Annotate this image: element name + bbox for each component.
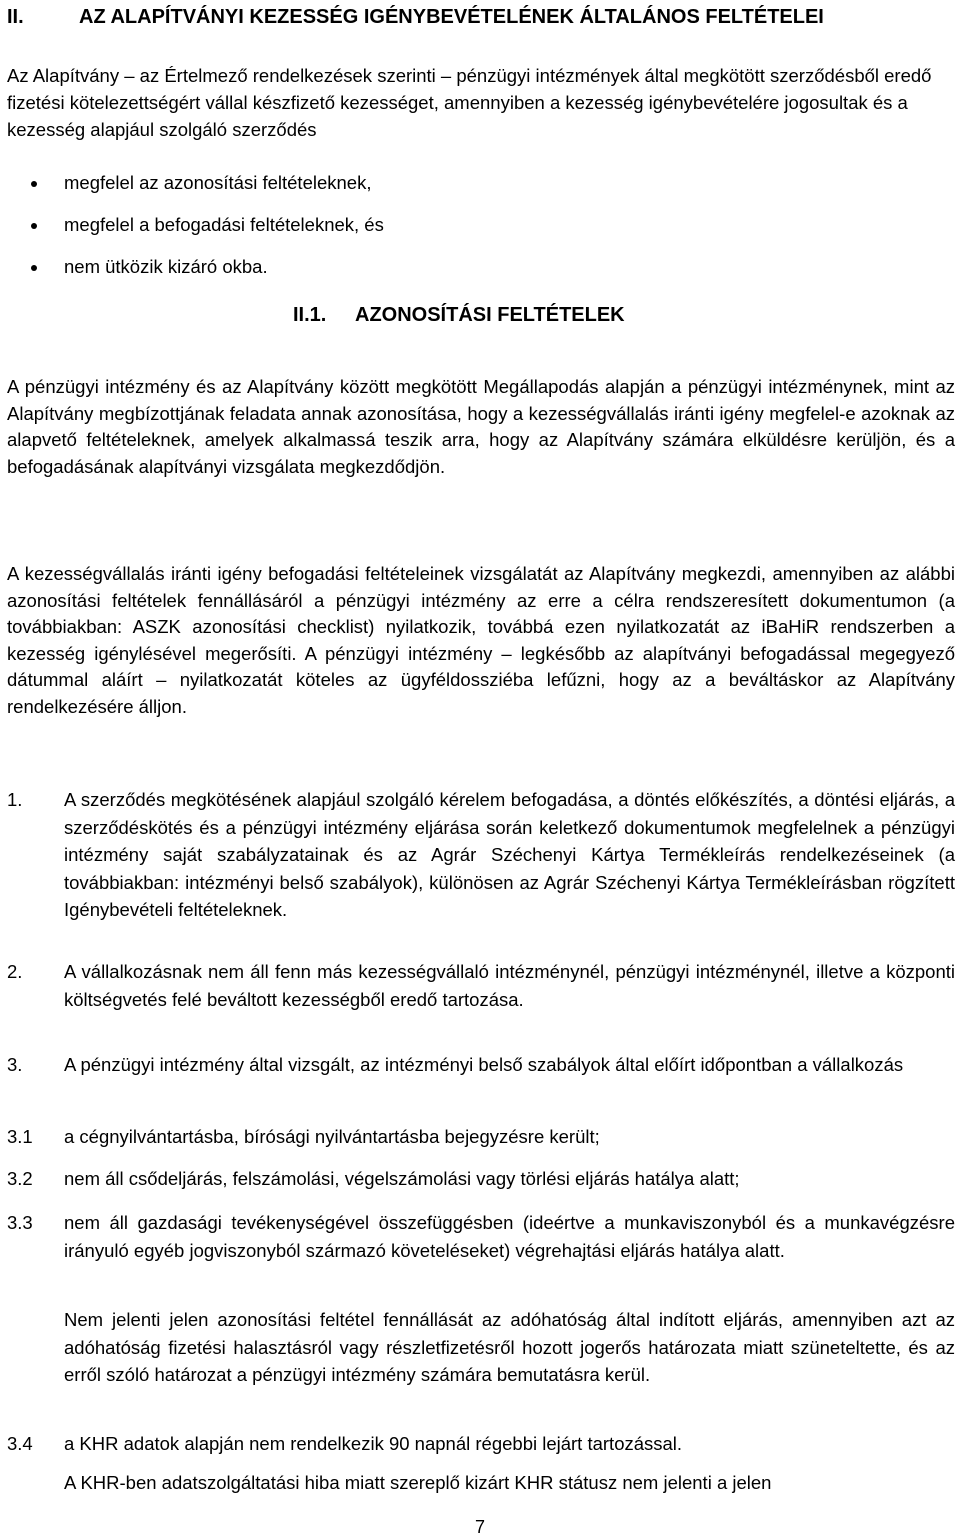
item-number: 3.4: [7, 1433, 33, 1454]
item-text: A szerződés megkötésének alapjául szolgáló kérelem befogadása, a döntés előkészítés, a döntési eljárás, a szerződéskötés és a pénzügyi intézmény eljárása során keletkező dokumentumok megfelelnek a pénzügyi intézmény saját szabályzatainak és az Agrár Széchenyi Kártya Termékleírás rendelkezéseinek (a továbbiakban: intézményi belső szabályok), különösen az Agrár Széchenyi Kártya Termékleírásban rögzített Igénybevételi feltételeknek.: [64, 789, 955, 920]
item-number: 3.: [7, 1054, 23, 1075]
subsection-heading: [293, 302, 625, 328]
bullet-icon: [31, 265, 37, 271]
section-number: II.: [7, 6, 24, 28]
section-heading: [7, 4, 955, 30]
body-paragraph: A pénzügyi intézmény és az Alapítvány között megkötött Megállapodás alapján a pénzügyi intézménynek, mint az Alapítvány megbízottjának feladata annak azonosítása, hogy a kezességvállalás iránti igény megfelel-e azoknak az alapvető feltételeknek, amelyek alkalmassá teszik arra, hogy az Alapítvány számára elküldésre kerüljön, és a befogadásának alapítványi vizsgálata megkezdődjön.: [7, 376, 955, 477]
item-text: Nem jelenti jelen azonosítási feltétel fennállását az adóhatóság által indított eljárás, amennyiben azt az adóhatóság fizetési halasztásról vagy részletfizetésről hozott jogerős határozata miatt szüneteltette, és az erről szóló határozat a pénzügyi intézmény számára bemutatásra kerül.: [64, 1309, 955, 1385]
item-text: A vállalkozásnak nem áll fenn más kezességvállaló intézménynél, pénzügyi intézménynél, illetve a központi költségvetés felé beváltott kezességből eredő tartozása.: [64, 961, 955, 1010]
bullet-icon: [31, 181, 37, 187]
item-text: A pénzügyi intézmény által vizsgált, az intézményi belső szabályok által előírt időpontban a vállalkozás: [64, 1054, 904, 1075]
item-number: 3.2: [7, 1168, 33, 1189]
bullet-text: nem ütközik kizáró okba.: [64, 256, 268, 277]
item-text: a cégnyilvántartásba, bírósági nyilvántartásba bejegyzésre került;: [64, 1126, 600, 1147]
item-number: 1.: [7, 789, 23, 810]
subsection-title: AZONOSÍTÁSI FELTÉTELEK: [355, 304, 625, 326]
page-number: 7: [474, 1517, 485, 1537]
body-paragraph: A kezességvállalás iránti igény befogadási feltételeinek vizsgálatát az Alapítvány megkezdi, amennyiben az alábbi azonosítási feltételek fennállásáról a pénzügyi intézmény az erre a célra rendszeresített dokumentumon (a továbbiakban: ASZK azonosítási checklist) nyilatkozik, továbbá ezen nyilatkozatát az iBaHiR rendszerben a kezesség igénylésével megerősíti. A pénzügyi intézmény – legkésőbb az alapítványi befogadással megegyező dátummal aláírt – nyilatkozatát köteles az ügyféldossziéba lefűzni, hogy az a beváltáskor az Alapítvány rendelkezésére álljon.: [7, 563, 955, 717]
subsection-number: II.1.: [293, 304, 327, 326]
list-item: [7, 254, 384, 296]
list-item: [7, 212, 384, 254]
condition-list: [7, 170, 384, 296]
bullet-text: megfelel az azonosítási feltételeknek,: [64, 172, 372, 193]
item-number: 3.1: [7, 1126, 33, 1147]
section-title: AZ ALAPÍTVÁNYI KEZESSÉG IGÉNYBEVÉTELÉNEK ÁLTALÁNOS FELTÉTELEI: [79, 6, 824, 28]
item-text: nem áll gazdasági tevékenységével összefüggésben (ideértve a munkaviszonyból és a munkavégzésre irányuló egyéb jogviszonyból származó követeléseket) végrehajtási eljárás hatálya alatt.: [64, 1212, 955, 1261]
list-item: [7, 170, 384, 212]
bullet-icon: [31, 223, 37, 229]
intro-paragraph: Az Alapítvány – az Értelmező rendelkezések szerinti – pénzügyi intézmények által megkötött szerződésből eredő fizetési kötelezettségért vállal készfizető kezességet, amennyiben a kezesség igénybevételére jogosultak és a kezesség alapjául szolgáló szerződés: [7, 65, 932, 140]
item-number: 2.: [7, 961, 23, 982]
item-text: nem áll csődeljárás, felszámolási, végelszámolási vagy törlési eljárás hatálya alatt;: [64, 1168, 740, 1189]
bullet-text: megfelel a befogadási feltételeknek, és: [64, 214, 384, 235]
item-text: A KHR-ben adatszolgáltatási hiba miatt szereplő kizárt KHR státusz nem jelenti a jelen: [64, 1472, 772, 1493]
item-number: 3.3: [7, 1212, 33, 1233]
item-text: a KHR adatok alapján nem rendelkezik 90 napnál régebbi lejárt tartozással.: [64, 1433, 683, 1454]
